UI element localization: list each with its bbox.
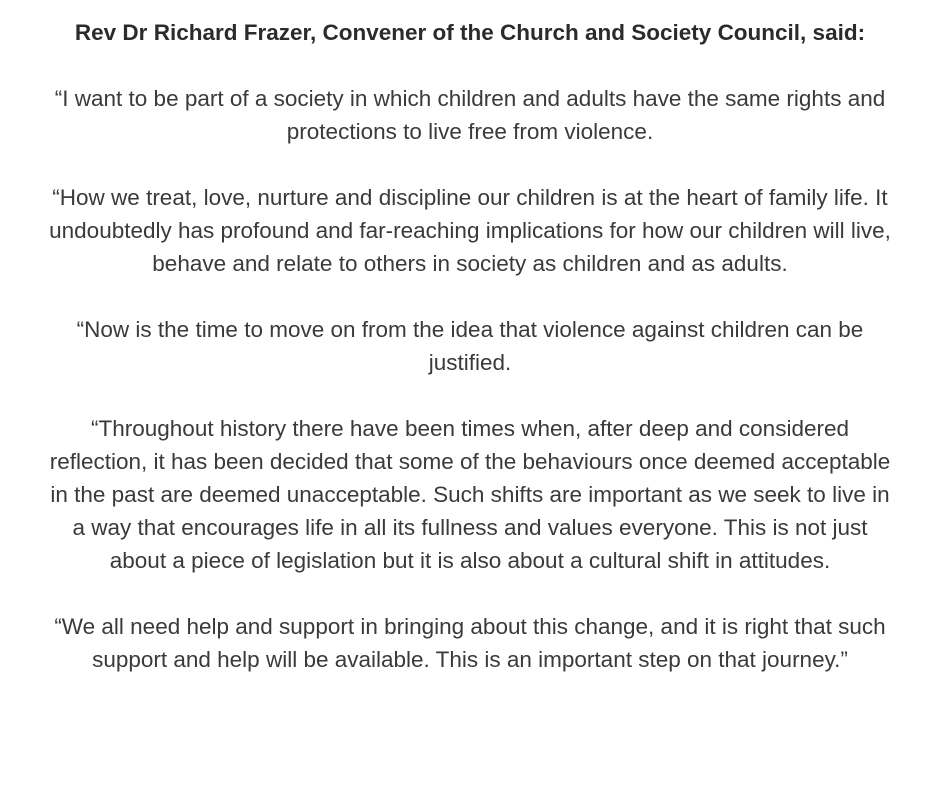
speaker-heading: Rev Dr Richard Frazer, Convener of the Church and Society Council, said: [74,20,866,45]
quote-paragraph-3: “Now is the time to move on from the idea that violence against children can be justified. [76,317,864,375]
quote-paragraph-5: “We all need help and support in bringing about this change, and it is right that such support and help will be available. This is an important step on that journey.” [54,614,886,672]
quote-paragraph-4: “Throughout history there have been times when, after deep and considered reflection, it has been decided that some of the behaviours once deemed acceptable in the past are deemed unacceptable. Such shifts are important as we seek to live in a way that encourages life in all its fullness and values everyone. This is not just about a piece of legislation but it is also about a cultural shift in attitudes. [49,416,891,573]
quote-paragraph-1: “I want to be part of a society in which children and adults have the same rights and protections to live free from violence. [54,86,886,144]
quote-paragraph-2: “How we treat, love, nurture and discipline our children is at the heart of family life. It undoubtedly has profound and far-reaching implications for how our children will live, behave and relate to others in society as children and as adults. [49,185,891,276]
press-statement [44,16,896,676]
